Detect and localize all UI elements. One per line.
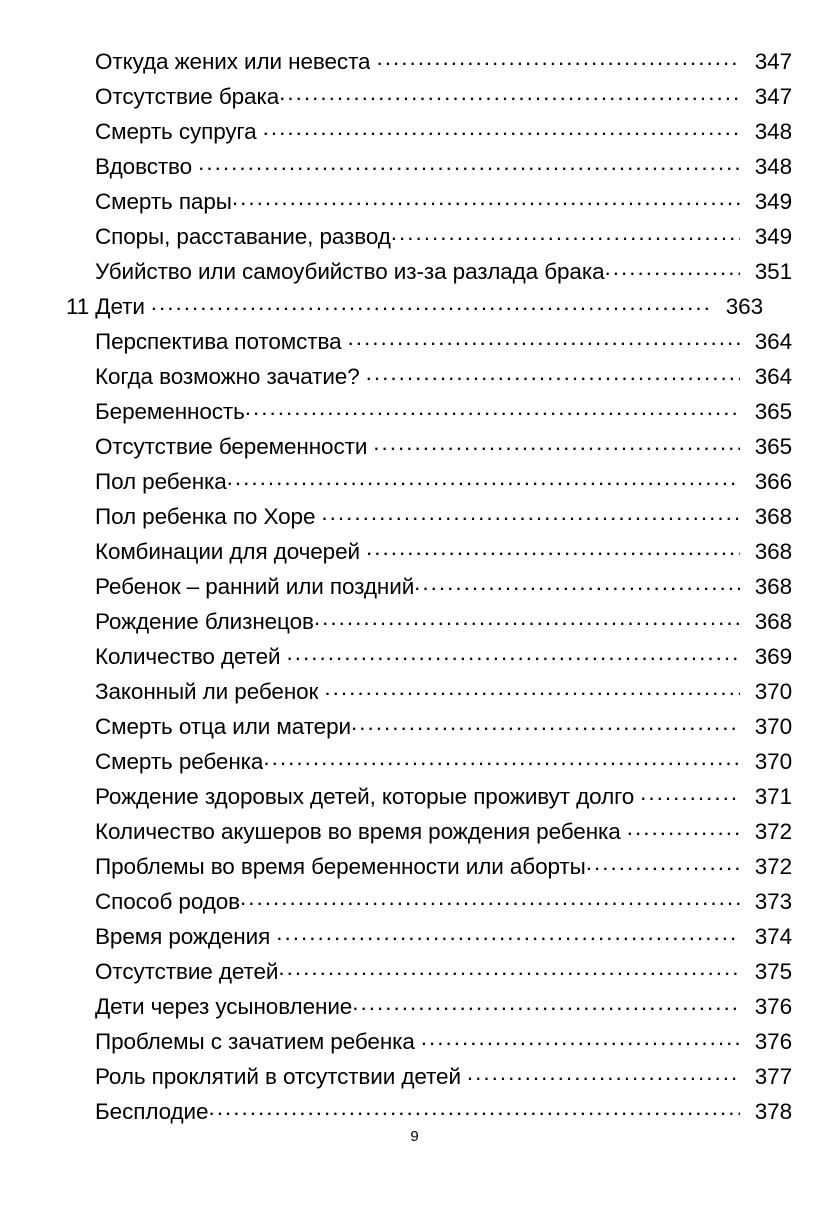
toc-dot-leader [227,467,740,490]
toc-entry-row[interactable] [66,919,792,954]
toc-entry-page-number: 372 [754,819,792,844]
toc-dot-leader [467,1062,740,1085]
toc-dot-leader [391,222,740,245]
toc-entry-row[interactable] [66,1024,792,1059]
toc-entry-row[interactable] [66,429,792,464]
toc-dot-leader [287,642,740,665]
toc-dot-leader [414,572,740,595]
toc-entry-row[interactable] [66,674,792,709]
toc-entry-row[interactable] [66,639,792,674]
toc-entry-title: 11 Дети [66,294,145,319]
toc-entry-page-number: 347 [754,49,792,74]
toc-entry-page-number: 349 [754,224,792,249]
toc-entry-row[interactable] [66,954,792,989]
toc-entry-row[interactable] [66,219,792,254]
toc-entry-title: Отсутствие брака [95,84,280,109]
toc-entry-page-number: 371 [754,784,792,809]
toc-entry-title: Беременность [95,399,245,424]
toc-entry-page-number: 364 [754,364,792,389]
toc-entry-page-number: 376 [754,1029,792,1054]
toc-entry-page-number: 351 [754,259,792,284]
toc-entry-title: Смерть ребенка [95,749,264,774]
toc-dot-leader [373,432,740,455]
toc-entry-title: Убийство или самоубийство из-за разлада брака [95,259,605,284]
toc-dot-leader [376,47,740,70]
toc-entry-title: Законный ли ребенок [95,679,319,704]
toc-entry-title: Перспектива потомства [95,329,342,354]
toc-entry-page-number: 348 [754,154,792,179]
toc-entry-page-number: 347 [754,84,792,109]
toc-entry-row[interactable] [66,324,792,359]
toc-dot-leader [198,152,740,175]
toc-entry-title: Проблемы во время беременности или аборты [95,854,586,879]
toc-entry-title: Смерть пары [95,189,232,214]
toc-entry-title: Время рождения [95,924,271,949]
toc-entry-row[interactable] [66,849,792,884]
toc-entry-row[interactable] [66,464,792,499]
toc-entry-row[interactable] [66,569,792,604]
toc-dot-leader [352,992,740,1015]
toc-entry-page-number: 368 [754,504,792,529]
toc-entry-row[interactable] [66,149,792,184]
toc-entry-row[interactable] [66,989,792,1024]
toc-dot-leader [151,292,711,315]
toc-entry-title: Проблемы с зачатием ребенка [95,1029,415,1054]
toc-entry-row[interactable] [66,44,792,79]
toc-dot-leader [232,187,740,210]
toc-entry-page-number: 363 [725,294,763,319]
toc-entry-title: Способ родов [95,889,241,914]
toc-entry-title: Бесплодие [95,1099,209,1124]
toc-entry-title: Откуда жених или невеста [95,49,371,74]
toc-entry-row[interactable] [66,534,792,569]
toc-entry-row[interactable] [66,1094,792,1129]
toc-entry-title: Дети через усыновление [95,994,353,1019]
toc-entry-row[interactable] [66,884,792,919]
toc-dot-leader [348,327,741,350]
toc-entry-page-number: 374 [754,924,792,949]
toc-entry-title: Роль проклятий в отсутствии детей [95,1064,461,1089]
page-folio: 9 [410,1128,419,1145]
toc-entry-title: Рождение близнецов [95,609,314,634]
toc-entry-page-number: 368 [754,539,792,564]
toc-entry-page-number: 366 [754,469,792,494]
toc-entry-title: Отсутствие беременности [95,434,368,459]
toc-entry-page-number: 348 [754,119,792,144]
toc-entry-page-number: 375 [754,959,792,984]
toc-entry-page-number: 370 [754,749,792,774]
toc-dot-leader [245,397,740,420]
toc-dot-leader [366,362,740,385]
toc-entry-title: Пол ребенка по Хоре [95,504,316,529]
toc-entry-row[interactable] [66,359,792,394]
toc-entry-title: Споры, расставание, развод [95,224,391,249]
toc-entry-row[interactable] [66,814,792,849]
toc-entry-page-number: 377 [754,1064,792,1089]
toc-entry-row[interactable] [66,709,792,744]
toc-entry-page-number: 370 [754,714,792,739]
toc-entry-page-number: 368 [754,574,792,599]
toc-entry-title: Отсутствие детей [95,959,279,984]
toc-dot-leader [421,1027,740,1050]
toc-entry-page-number: 365 [754,434,792,459]
toc-entry-row[interactable] [66,744,792,779]
toc-dot-leader [263,117,740,140]
toc-entry-page-number: 368 [754,609,792,634]
toc-entry-page-number: 349 [754,189,792,214]
toc-entry-page-number: 364 [754,329,792,354]
toc-dot-leader [276,922,740,945]
toc-entry-row[interactable] [66,394,792,429]
toc-dot-leader [263,747,740,770]
toc-dot-leader [208,1097,740,1120]
toc-entry-page-number: 373 [754,889,792,914]
toc-entry-row[interactable] [66,184,792,219]
toc-dot-leader [314,607,740,630]
toc-entry-title: Смерть супруга [95,119,257,144]
toc-entry-title: Смерть отца или матери [95,714,351,739]
toc-entry-title: Когда возможно зачатие? [95,364,360,389]
toc-entry-title: Ребенок – ранний или поздний [95,574,415,599]
toc-dot-leader [279,82,740,105]
toc-dot-leader [324,677,740,700]
toc-entry-page-number: 372 [754,854,792,879]
toc-entry-row[interactable] [66,499,792,534]
toc-entry-page-number: 369 [754,644,792,669]
toc-chapter-row[interactable] [66,289,763,324]
toc-entry-row[interactable] [66,604,792,639]
toc-entry-page-number: 378 [754,1099,792,1124]
toc-entry-page-number: 365 [754,399,792,424]
toc-dot-leader [640,782,740,805]
toc-dot-leader [278,957,740,980]
toc-entry-title: Комбинации для дочерей [95,539,360,564]
toc-dot-leader [321,502,740,525]
table-of-contents-list [66,44,792,1129]
toc-entry-page-number: 370 [754,679,792,704]
toc-entry-row[interactable] [66,79,792,114]
toc-entry-row[interactable] [66,779,792,814]
toc-entry-row[interactable] [66,1059,792,1094]
toc-entry-title: Количество детей [95,644,281,669]
toc-dot-leader [586,852,740,875]
toc-entry-title: Пол ребенка [95,469,227,494]
toc-dot-leader [351,712,740,735]
toc-entry-title: Рождение здоровых детей, которые проживут долго [95,784,635,809]
toc-dot-leader [240,887,740,910]
toc-dot-leader [627,817,740,840]
toc-dot-leader [605,257,741,280]
toc-entry-row[interactable] [66,254,792,289]
toc-entry-page-number: 376 [754,994,792,1019]
toc-entry-title: Вдовство [95,154,193,179]
toc-entry-title: Количество акушеров во время рождения ребенка [95,819,621,844]
toc-dot-leader [366,537,740,560]
toc-entry-row[interactable] [66,114,792,149]
